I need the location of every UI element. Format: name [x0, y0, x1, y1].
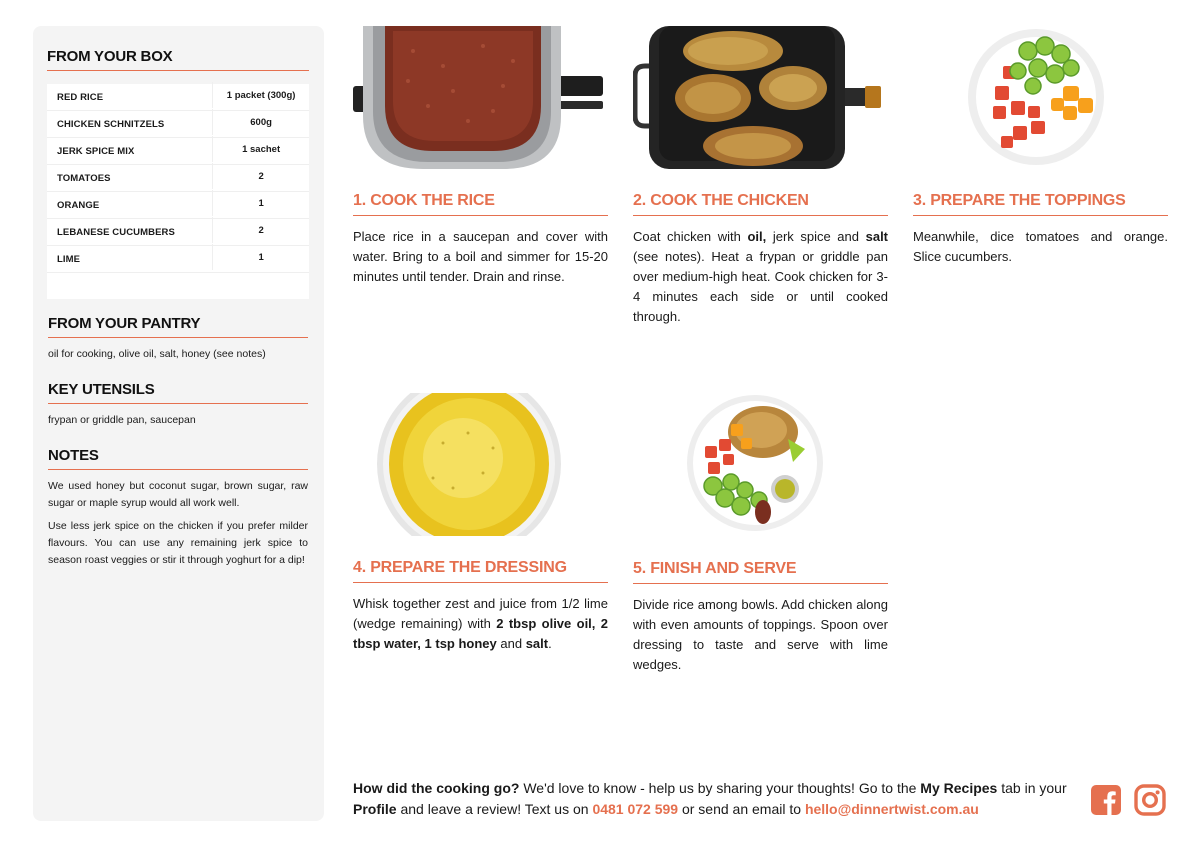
my-recipes-label: My Recipes: [920, 780, 998, 796]
text-run: (see notes). Heat a frypan or griddle pan over medium-high heat. Cook chicken for 3-4 minutes each side or until cooked through.: [633, 249, 888, 324]
text-run: Coat chicken with: [633, 229, 748, 244]
step-text: [353, 594, 608, 654]
feedback-footer: [353, 778, 1073, 820]
notes-paragraph: We used honey but coconut sugar, brown sugar, raw sugar or maple syrup would all work well.: [48, 480, 308, 509]
ingredient-name: RED RICE: [57, 91, 104, 103]
ingredient-qty: 2: [212, 163, 309, 189]
bold-ingredient: 2 tbsp olive oil, 2 tbsp water, 1 tsp honey: [353, 616, 608, 651]
bold-ingredient: salt: [865, 229, 889, 244]
feedback-question: How did the cooking go?: [353, 780, 520, 796]
text-run: and leave a review! Text us on: [396, 801, 593, 817]
ingredient-row: [47, 192, 309, 219]
notes-title: NOTES: [48, 447, 308, 470]
text-run: We'd love to know - help us by sharing your thoughts! Go to the: [519, 780, 921, 796]
notes-section: [48, 447, 308, 575]
ingredient-name: LEBANESE CUCUMBERS: [57, 226, 175, 238]
ingredient-qty: 2: [212, 217, 309, 243]
ingredient-qty: 1: [212, 244, 309, 270]
profile-label: Profile: [353, 801, 397, 817]
ingredient-row: [47, 111, 309, 138]
ingredient-qty: 1: [212, 190, 309, 216]
table-spacer: [47, 273, 309, 299]
email-link[interactable]: hello@dinnertwist.com.au: [804, 801, 979, 817]
instagram-icon[interactable]: [1134, 784, 1166, 821]
ingredient-row: [47, 84, 309, 111]
ingredients-table: [47, 84, 309, 299]
ingredient-qty: 1 sachet: [212, 136, 309, 162]
step-title: 4. PREPARE THE DRESSING: [353, 559, 608, 583]
ingredient-name: CHICKEN SCHNITZELS: [57, 118, 165, 130]
notes-paragraph: Use less jerk spice on the chicken if you prefer milder flavours. You can use any remaining jerk spice to season roast veggies or stir it through yoghurt for a dip!: [48, 520, 308, 566]
step-5: [633, 394, 888, 675]
ingredient-name: ORANGE: [57, 199, 100, 211]
red-rice-saucepan-image: [353, 26, 608, 169]
from-your-box-section: [47, 48, 309, 299]
toppings-bowl-image: [913, 26, 1168, 169]
ingredient-qty: 600g: [212, 109, 309, 135]
from-your-pantry-title: FROM YOUR PANTRY: [48, 315, 308, 338]
ingredient-row: [47, 138, 309, 165]
step-title: 1. COOK THE RICE: [353, 192, 608, 216]
text-run: Whisk together zest and juice from 1/2 lime (wedge remaining) with: [353, 596, 608, 631]
ingredient-row: [47, 246, 309, 273]
bold-ingredient: salt: [525, 636, 549, 651]
finished-plate-image: [633, 394, 888, 537]
ingredient-name: TOMATOES: [57, 172, 111, 184]
from-your-box-title: FROM YOUR BOX: [47, 48, 309, 71]
ingredient-name: LIME: [57, 253, 81, 265]
step-title: 5. FINISH AND SERVE: [633, 560, 888, 584]
from-your-pantry-section: [48, 315, 308, 363]
text-run: tab in your: [997, 780, 1067, 796]
ingredient-row: [47, 219, 309, 246]
step-1: [353, 26, 608, 287]
key-utensils-section: [48, 381, 308, 429]
utensils-text: frypan or griddle pan, saucepan: [48, 414, 196, 426]
pantry-text: oil for cooking, olive oil, salt, honey (see notes): [48, 348, 266, 360]
dressing-bowl-image: [353, 393, 608, 536]
step-text: Meanwhile, dice tomatoes and orange. Slice cucumbers.: [913, 229, 1168, 264]
facebook-icon[interactable]: [1090, 784, 1122, 821]
text-run: .: [548, 636, 552, 651]
chicken-griddle-pan-image: [633, 26, 888, 169]
bold-ingredient: oil,: [747, 229, 767, 244]
ingredient-name: JERK SPICE MIX: [57, 145, 135, 157]
step-4: [353, 393, 608, 654]
ingredient-row: [47, 165, 309, 192]
text-run: jerk spice and: [766, 229, 866, 244]
key-utensils-title: KEY UTENSILS: [48, 381, 308, 404]
ingredient-qty: 1 packet (300g): [212, 82, 309, 108]
phone-link[interactable]: 0481 072 599: [592, 801, 679, 817]
step-text: Divide rice among bowls. Add chicken along with even amounts of toppings. Spoon over dressing to taste and serve with lime wedges.: [633, 597, 888, 672]
step-title: 3. PREPARE THE TOPPINGS: [913, 192, 1168, 216]
text-run: and: [496, 636, 526, 651]
step-text: Place rice in a saucepan and cover with water. Bring to a boil and simmer for 15-20 minutes until tender. Drain and rinse.: [353, 229, 608, 284]
step-title: 2. COOK THE CHICKEN: [633, 192, 888, 216]
step-2: [633, 26, 888, 327]
text-run: or send an email to: [678, 801, 805, 817]
step-3: [913, 26, 1168, 267]
step-text: [633, 227, 888, 327]
ingredients-sidebar: [33, 26, 324, 821]
notes-text: [48, 478, 308, 569]
